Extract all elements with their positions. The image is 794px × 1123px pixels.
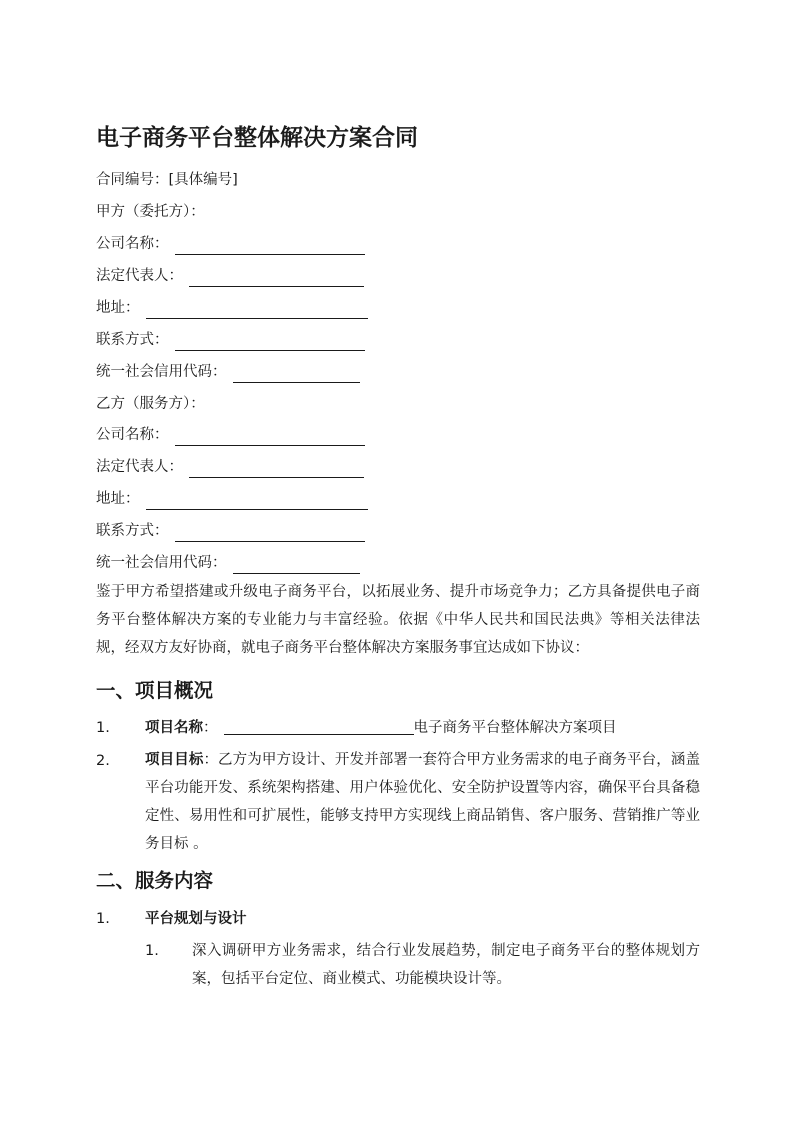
section1-item2 [145, 746, 700, 858]
party-b-credit-blank[interactable] [233, 556, 360, 574]
party-b-contact-blank[interactable] [175, 524, 365, 542]
section1-item2-text: ：乙方为甲方设计、开发并部署一套符合甲方业务需求的电子商务平台，涵盖平台功能开发、系统架构搭建、用户体验优化、安全防护设置等内容，确保平台具备稳定性、易用性和可扩展性，能够支持甲方实现线上商品销售、客户服务、营销推广等业务目标 。 [145, 752, 701, 852]
party-b-credit-label: 统一社会信用代码： [96, 555, 227, 571]
party-b-contact-label: 联系方式： [96, 523, 169, 539]
party-a-rep-field [96, 265, 364, 287]
section1-item1 [145, 714, 700, 742]
contract-number: 合同编号：[具体编号] [96, 172, 238, 188]
party-b-rep-field [96, 456, 364, 478]
section2-item1 [145, 905, 700, 933]
party-b-company-field [96, 424, 365, 446]
party-a-contact-label: 联系方式： [96, 332, 169, 348]
document-title: 电子商务平台整体解决方案合同 [96, 125, 418, 151]
section1-item2-label: 项目目标 [145, 752, 204, 768]
project-name-blank[interactable] [224, 717, 414, 735]
party-a-address-blank[interactable] [146, 301, 368, 319]
party-a-company-blank[interactable] [175, 237, 365, 255]
preamble-paragraph: 鉴于甲方希望搭建或升级电子商务平台，以拓展业务、提升市场竞争力；乙方具备提供电子商务平台整体解决方案的专业能力与丰富经验。依据《中华人民共和国民法典》等相关法律法规，经双方友好协商，就电子商务平台整体解决方案服务事宜达成如下协议： [96, 584, 700, 656]
party-a-credit-blank[interactable] [233, 365, 360, 383]
section2-sub1-number: 1. [145, 943, 159, 959]
party-b-company-blank[interactable] [175, 428, 365, 446]
party-a-company-label: 公司名称： [96, 236, 169, 252]
party-b-address-field [96, 488, 368, 510]
party-b-address-blank[interactable] [146, 492, 368, 510]
party-b-heading: 乙方（服务方）： [96, 396, 205, 412]
party-a-credit-label: 统一社会信用代码： [96, 364, 227, 380]
party-b-address-label: 地址： [96, 491, 140, 507]
party-b-credit-field [96, 552, 360, 574]
party-a-contact-field [96, 329, 365, 351]
section1-item1-label: 项目名称 [145, 720, 203, 736]
party-a-address-label: 地址： [96, 300, 140, 316]
party-b-company-label: 公司名称： [96, 427, 169, 443]
section1-item1-colon: ： [203, 720, 218, 736]
section2-item1-label: 平台规划与设计 [145, 911, 247, 927]
party-b-contact-field [96, 520, 365, 542]
section2-sub1: 深入调研甲方业务需求，结合行业发展趋势，制定电子商务平台的整体规划方案，包括平台定位、商业模式、功能模块设计等。 [192, 943, 700, 987]
section1-item1-text: 电子商务平台整体解决方案项目 [413, 720, 617, 736]
section1-item2-number: 2. [96, 753, 110, 769]
section1-heading: 一、项目概况 [96, 679, 214, 702]
party-a-address-field [96, 297, 368, 319]
party-a-heading: 甲方（委托方）： [96, 204, 205, 220]
party-b-rep-label: 法定代表人： [96, 459, 183, 475]
party-a-credit-field [96, 361, 360, 383]
party-a-rep-blank[interactable] [189, 269, 364, 287]
party-b-rep-blank[interactable] [189, 460, 364, 478]
section2-heading: 二、服务内容 [96, 869, 214, 892]
party-a-company-field [96, 233, 365, 255]
section1-item1-number: 1. [96, 720, 110, 736]
party-a-rep-label: 法定代表人： [96, 268, 183, 284]
section2-item1-number: 1. [96, 911, 110, 927]
party-a-contact-blank[interactable] [175, 333, 365, 351]
